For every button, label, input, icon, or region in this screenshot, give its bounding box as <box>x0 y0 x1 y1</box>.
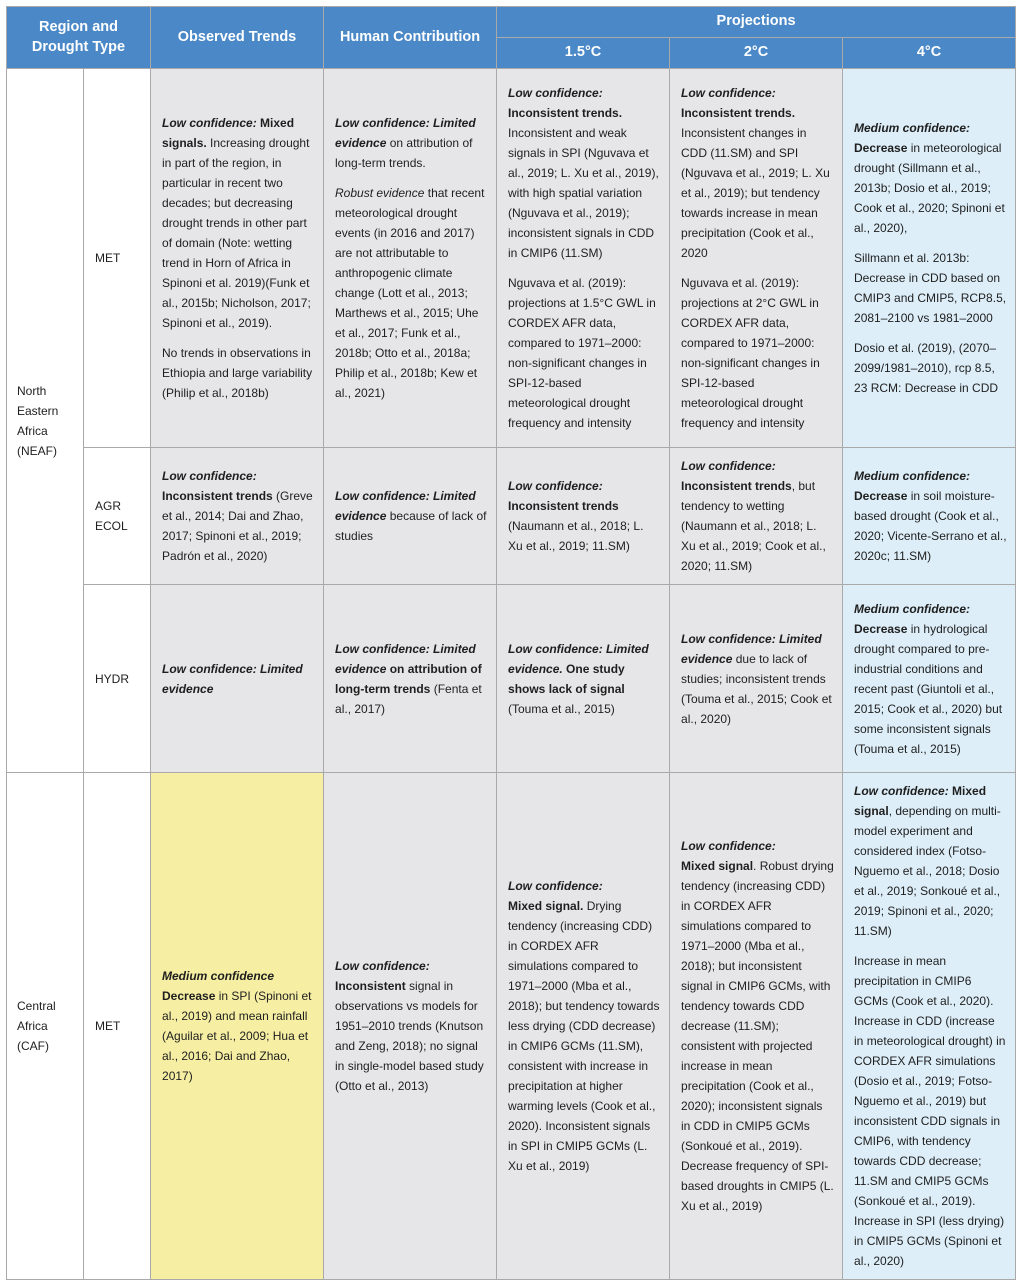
neaf-agr-human: Low confidence: Limited evidence because of lack of studies <box>324 448 497 585</box>
header-human-contribution: Human Contribution <box>324 7 497 69</box>
header-gwl-1-5: 1.5°C <box>497 38 670 69</box>
table-row <box>7 69 1016 448</box>
neaf-agr-gwl-2: Low confidence: Inconsistent trends, but tendency to wetting (Naumann et al., 2018; L. Xu et al., 2019; Cook et al., 2020; 11.SM) <box>670 448 843 585</box>
table-row <box>7 585 1016 773</box>
drought-type-met: MET <box>84 69 151 448</box>
caf-met-gwl-2: Low confidence: Mixed signal. Robust drying tendency (increasing CDD) in CORDEX AFR simulations compared to 1971–2000 (Mba et al., 2018); but inconsistent signal in CMIP6 GCMs, with tendency towards CDD decrease (11.SM); consistent with projected increase in mean precipitation (Cook et al., 2020); inconsistent signals in CDD in CMIP5 GCMs (Sonkoué et al., 2019). Decrease frequency of SPI-based droughts in CMIP5 (L. Xu et al., 2019) <box>670 773 843 1280</box>
header-region: Region and Drought Type <box>7 7 151 69</box>
caf-met-observed: Medium confidence Decrease in SPI (Spinoni et al., 2019) and mean rainfall (Aguilar et al., 2009; Hua et al., 2016; Dai and Zhao, 2017) <box>151 773 324 1280</box>
neaf-hydr-gwl-2: Low confidence: Limited evidence due to lack of studies; inconsistent trends (Touma et al., 2015; Cook et al., 2020) <box>670 585 843 773</box>
header-gwl-2: 2°C <box>670 38 843 69</box>
drought-type-hydr: HYDR <box>84 585 151 773</box>
region-caf: Central Africa (CAF) <box>7 773 84 1280</box>
table-row <box>7 773 1016 1280</box>
neaf-met-observed: Low confidence: Mixed signals. Increasing drought in part of the region, in particular in recent two decades; but decreasing drought trends in other part of domain (Note: wetting trend in Horn of Africa in Spinoni et al. 2019)(Funk et al., 2015b; Nicholson, 2017; Spinoni et al., 2019). No trends in observations in Ethiopia and large variability (Philip et al., 2018b) <box>151 69 324 448</box>
neaf-agr-observed: Low confidence: Inconsistent trends (Greve et al., 2014; Dai and Zhao, 2017; Spinoni et al., 2019; Padrón et al., 2020) <box>151 448 324 585</box>
drought-type-agr-ecol: AGR ECOL <box>84 448 151 585</box>
table-row <box>7 448 1016 585</box>
header-observed-trends: Observed Trends <box>151 7 324 69</box>
drought-assessment-table <box>6 6 1016 1280</box>
neaf-hydr-human: Low confidence: Limited evidence on attribution of long-term trends (Fenta et al., 2017) <box>324 585 497 773</box>
neaf-agr-gwl-4: Medium confidence: Decrease in soil moisture-based drought (Cook et al., 2020; Vicente-Serrano et al., 2020c; 11.SM) <box>843 448 1016 585</box>
neaf-hydr-gwl-1-5: Low confidence: Limited evidence. One study shows lack of signal (Touma et al., 2015) <box>497 585 670 773</box>
neaf-hydr-observed: Low confidence: Limited evidence <box>151 585 324 773</box>
drought-type-met: MET <box>84 773 151 1280</box>
header-gwl-4: 4°C <box>843 38 1016 69</box>
neaf-met-gwl-2: Low confidence: Inconsistent trends. Inconsistent changes in CDD (11.SM) and SPI (Nguvava et al., 2019; L. Xu et al., 2019); but tendency towards increase in mean precipitation (Cook et al., 2020 Nguvava et al. (2019): projections at 2°C GWL in CORDEX AFR data, compared to 1971–2000: non-significant changes in SPI-12-based meteorological drought frequency and intensity <box>670 69 843 448</box>
caf-met-gwl-4: Low confidence: Mixed signal, depending on multi-model experiment and considered index (Fotso-Nguemo et al., 2018; Dosio et al., 2019; Sonkoué et al., 2019; Spinoni et al., 2020; 11.SM) Increase in mean precipitation in CMIP6 GCMs (Cook et al., 2020). Increase in CDD (increase in meteorological drought) in CORDEX AFR simulations (Dosio et al., 2019; Fotso-Nguemo et al., 2019) but inconsistent CDD signals in CMIP6, with tendency towards CDD decrease; 11.SM and CMIP5 GCMs (Sonkoué et al., 2019). Increase in SPI (less drying) in CMIP5 GCMs (Spinoni et al., 2020) <box>843 773 1016 1280</box>
neaf-met-gwl-1-5: Low confidence: Inconsistent trends. Inconsistent and weak signals in SPI (Nguvava et al., 2019; L. Xu et al., 2019), with high spatial variation (Nguvava et al., 2019); inconsistent signals in CDD in CMIP6 (11.SM) Nguvava et al. (2019): projections at 1.5°C GWL in CORDEX AFR data, compared to 1971–2000: non-significant changes in SPI-12-based meteorological drought frequency and intensity <box>497 69 670 448</box>
region-neaf: North Eastern Africa (NEAF) <box>7 69 84 773</box>
neaf-met-human: Low confidence: Limited evidence on attribution of long-term trends. Robust evidence that recent meteorological drought events (in 2016 and 2017) are not attributable to anthropogenic climate change (Lott et al., 2013; Marthews et al., 2015; Uhe et al., 2017; Funk et al., 2018b; Otto et al., 2018a; Philip et al., 2018b; Kew et al., 2021) <box>324 69 497 448</box>
caf-met-human: Low confidence: Inconsistent signal in observations vs models for 1951–2010 trends (Knutson and Zeng, 2018); no signal in single-model based study (Otto et al., 2013) <box>324 773 497 1280</box>
neaf-hydr-gwl-4: Medium confidence: Decrease in hydrological drought compared to pre-industrial conditions and recent past (Giuntoli et al., 2015; Cook et al., 2020) but some inconsistent signals (Touma et al., 2015) <box>843 585 1016 773</box>
neaf-met-gwl-4: Medium confidence: Decrease in meteorological drought (Sillmann et al., 2013b; Dosio et al., 2019; Cook et al., 2020; Spinoni et al., 2020), Sillmann et al. 2013b: Decrease in CDD based on CMIP3 and CMIP5, RCP8.5, 2081–2100 vs 1981–2000 Dosio et al. (2019), (2070–2099/1981–2010), rcp 8.5, 23 RCM: Decrease in CDD <box>843 69 1016 448</box>
header-projections: Projections <box>497 7 1016 38</box>
caf-met-gwl-1-5: Low confidence: Mixed signal. Drying tendency (increasing CDD) in CORDEX AFR simulations compared to 1971–2000 (Mba et al., 2018); but tendency towards less drying (CDD decrease) in CMIP6 GCMs (11.SM), consistent with increase in precipitation at higher warming levels (Cook et al., 2020). Inconsistent signals in SPI in CMIP5 GCMs (L. Xu et al., 2019) <box>497 773 670 1280</box>
neaf-agr-gwl-1-5: Low confidence: Inconsistent trends (Naumann et al., 2018; L. Xu et al., 2019; 11.SM) <box>497 448 670 585</box>
